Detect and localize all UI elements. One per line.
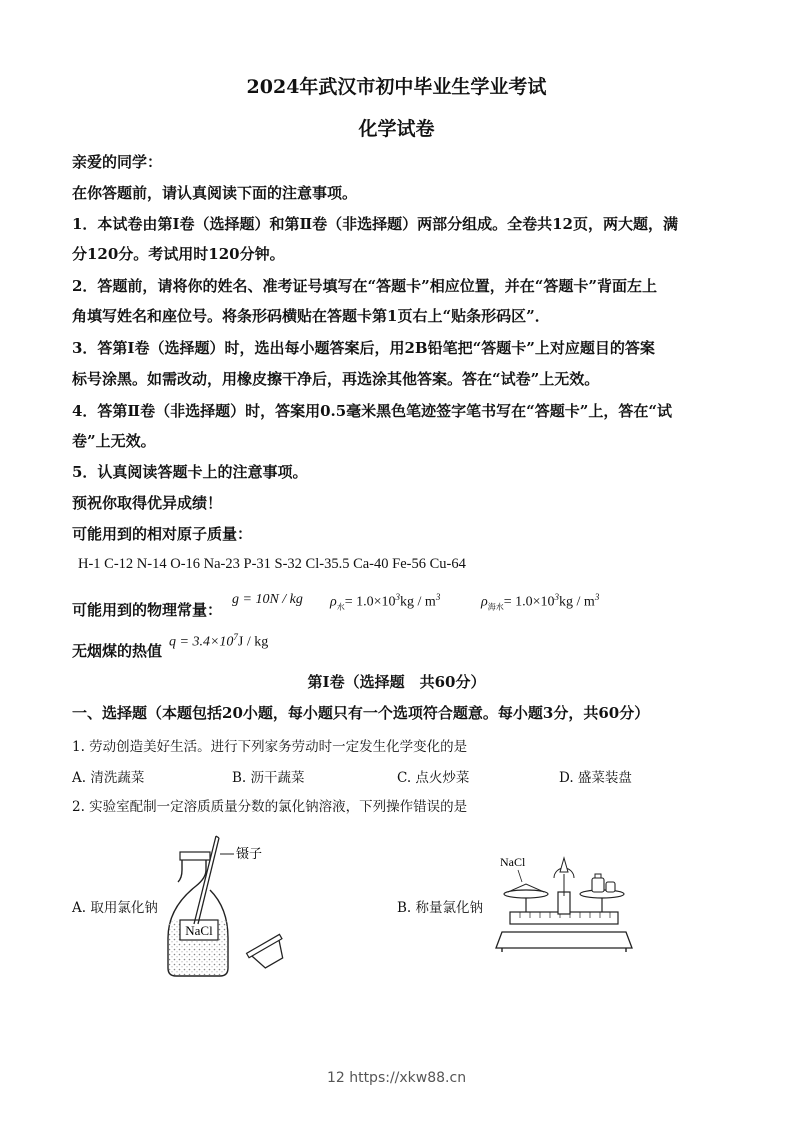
- coal-heat-label: 无烟煤的热值: [72, 642, 163, 660]
- physics-constants-label: 可能用到的物理常量：: [72, 601, 223, 619]
- greeting: 亲爱的同学：: [72, 153, 163, 171]
- notice-item-2-cont: 角填写姓名和座位号。将条形码横贴在答题卡第1页右上“贴条形码区”．: [72, 307, 550, 325]
- notice-item-1: 1．本试卷由第Ⅰ卷（选择题）和第Ⅱ卷（非选择题）两部分组成。全卷共12页，两大题，满: [72, 215, 678, 233]
- question-1-stem: 1. 劳动创造美好生活。进行下列家务劳动时一定发生化学变化的是: [72, 739, 468, 755]
- part-title: 一、选择题（本题包括20小题，每小题只有一个选项符合题意。每小题3分，共60分）: [72, 704, 650, 722]
- question-1-option-a[interactable]: A. 清洗蔬菜: [72, 770, 145, 786]
- water-density: $\rho_水= 1.0\times 10^3kg / m^3$: [330, 592, 441, 612]
- notice-item-4: 4．答第Ⅱ卷（非选择题）时，答案用0.5毫米黑色笔迹签字笔书写在“答题卡”上，答在“试: [72, 402, 673, 420]
- bottle-label: NaCl: [185, 923, 213, 938]
- question-2-option-a[interactable]: A. 取用氯化钠: [72, 900, 158, 916]
- notice-item-3: 3．答第Ⅰ卷（选择题）时，选出每小题答案后，用2B铅笔把“答题卡”上对应题目的答案: [72, 339, 655, 357]
- atomic-mass-label: 可能用到的相对原子质量：: [72, 525, 253, 543]
- atomic-mass-values: H-1 C-12 N-14 O-16 Na-23 P-31 S-32 Cl-35.5 Ca-40 Fe-56 Cu-64: [78, 556, 466, 572]
- notice-item-1-cont: 分120分。考试用时120分钟。: [72, 245, 285, 263]
- question-2-stem: 2. 实验室配制一定溶质质量分数的氯化钠溶液，下列操作错误的是: [72, 799, 468, 815]
- seawater-density: $\rho_{海水}= 1.0\times 10^3kg / m^3$: [481, 592, 600, 612]
- tweezers-label: 镊子: [236, 846, 263, 861]
- watermark: 12 https://xkw88.cn: [326, 1070, 467, 1086]
- question-1-option-c[interactable]: C. 点火炒菜: [397, 770, 470, 786]
- wish-text: 预祝你取得优异成绩！: [72, 494, 223, 512]
- question-1-option-d[interactable]: D. 盛菜装盘: [559, 770, 632, 786]
- coal-heat-value: $q = 3.4\times 10^7J$ / kg: [169, 632, 269, 650]
- question-2-option-b[interactable]: B. 称量氯化钠: [397, 900, 484, 916]
- balance-nacl-label: NaCl: [500, 855, 526, 869]
- notice-item-2: 2．答题前，请将你的姓名、准考证号填写在“答题卡”相应位置，并在“答题卡”背面左上: [72, 277, 657, 295]
- notice-intro: 在你答题前，请认真阅读下面的注意事项。: [72, 184, 358, 202]
- notice-item-4-cont: 卷”上无效。: [72, 432, 156, 450]
- notice-item-5: 5．认真阅读答题卡上的注意事项。: [72, 463, 308, 481]
- figure-weigh-nacl: [488, 848, 638, 954]
- exam-subtitle: 化学试卷: [358, 118, 435, 140]
- question-1-option-b[interactable]: B. 沥干蔬菜: [232, 770, 305, 786]
- exam-title: 2024年武汉市初中毕业生学业考试: [246, 76, 547, 98]
- gravity-constant: g = 10N / kg: [232, 592, 303, 607]
- figure-take-nacl: [158, 828, 298, 980]
- notice-item-3-cont: 标号涂黑。如需改动，用橡皮擦干净后，再选涂其他答案。答在“试卷”上无效。: [72, 370, 600, 388]
- section-header: 第Ⅰ卷（选择题 共60分）: [307, 673, 486, 691]
